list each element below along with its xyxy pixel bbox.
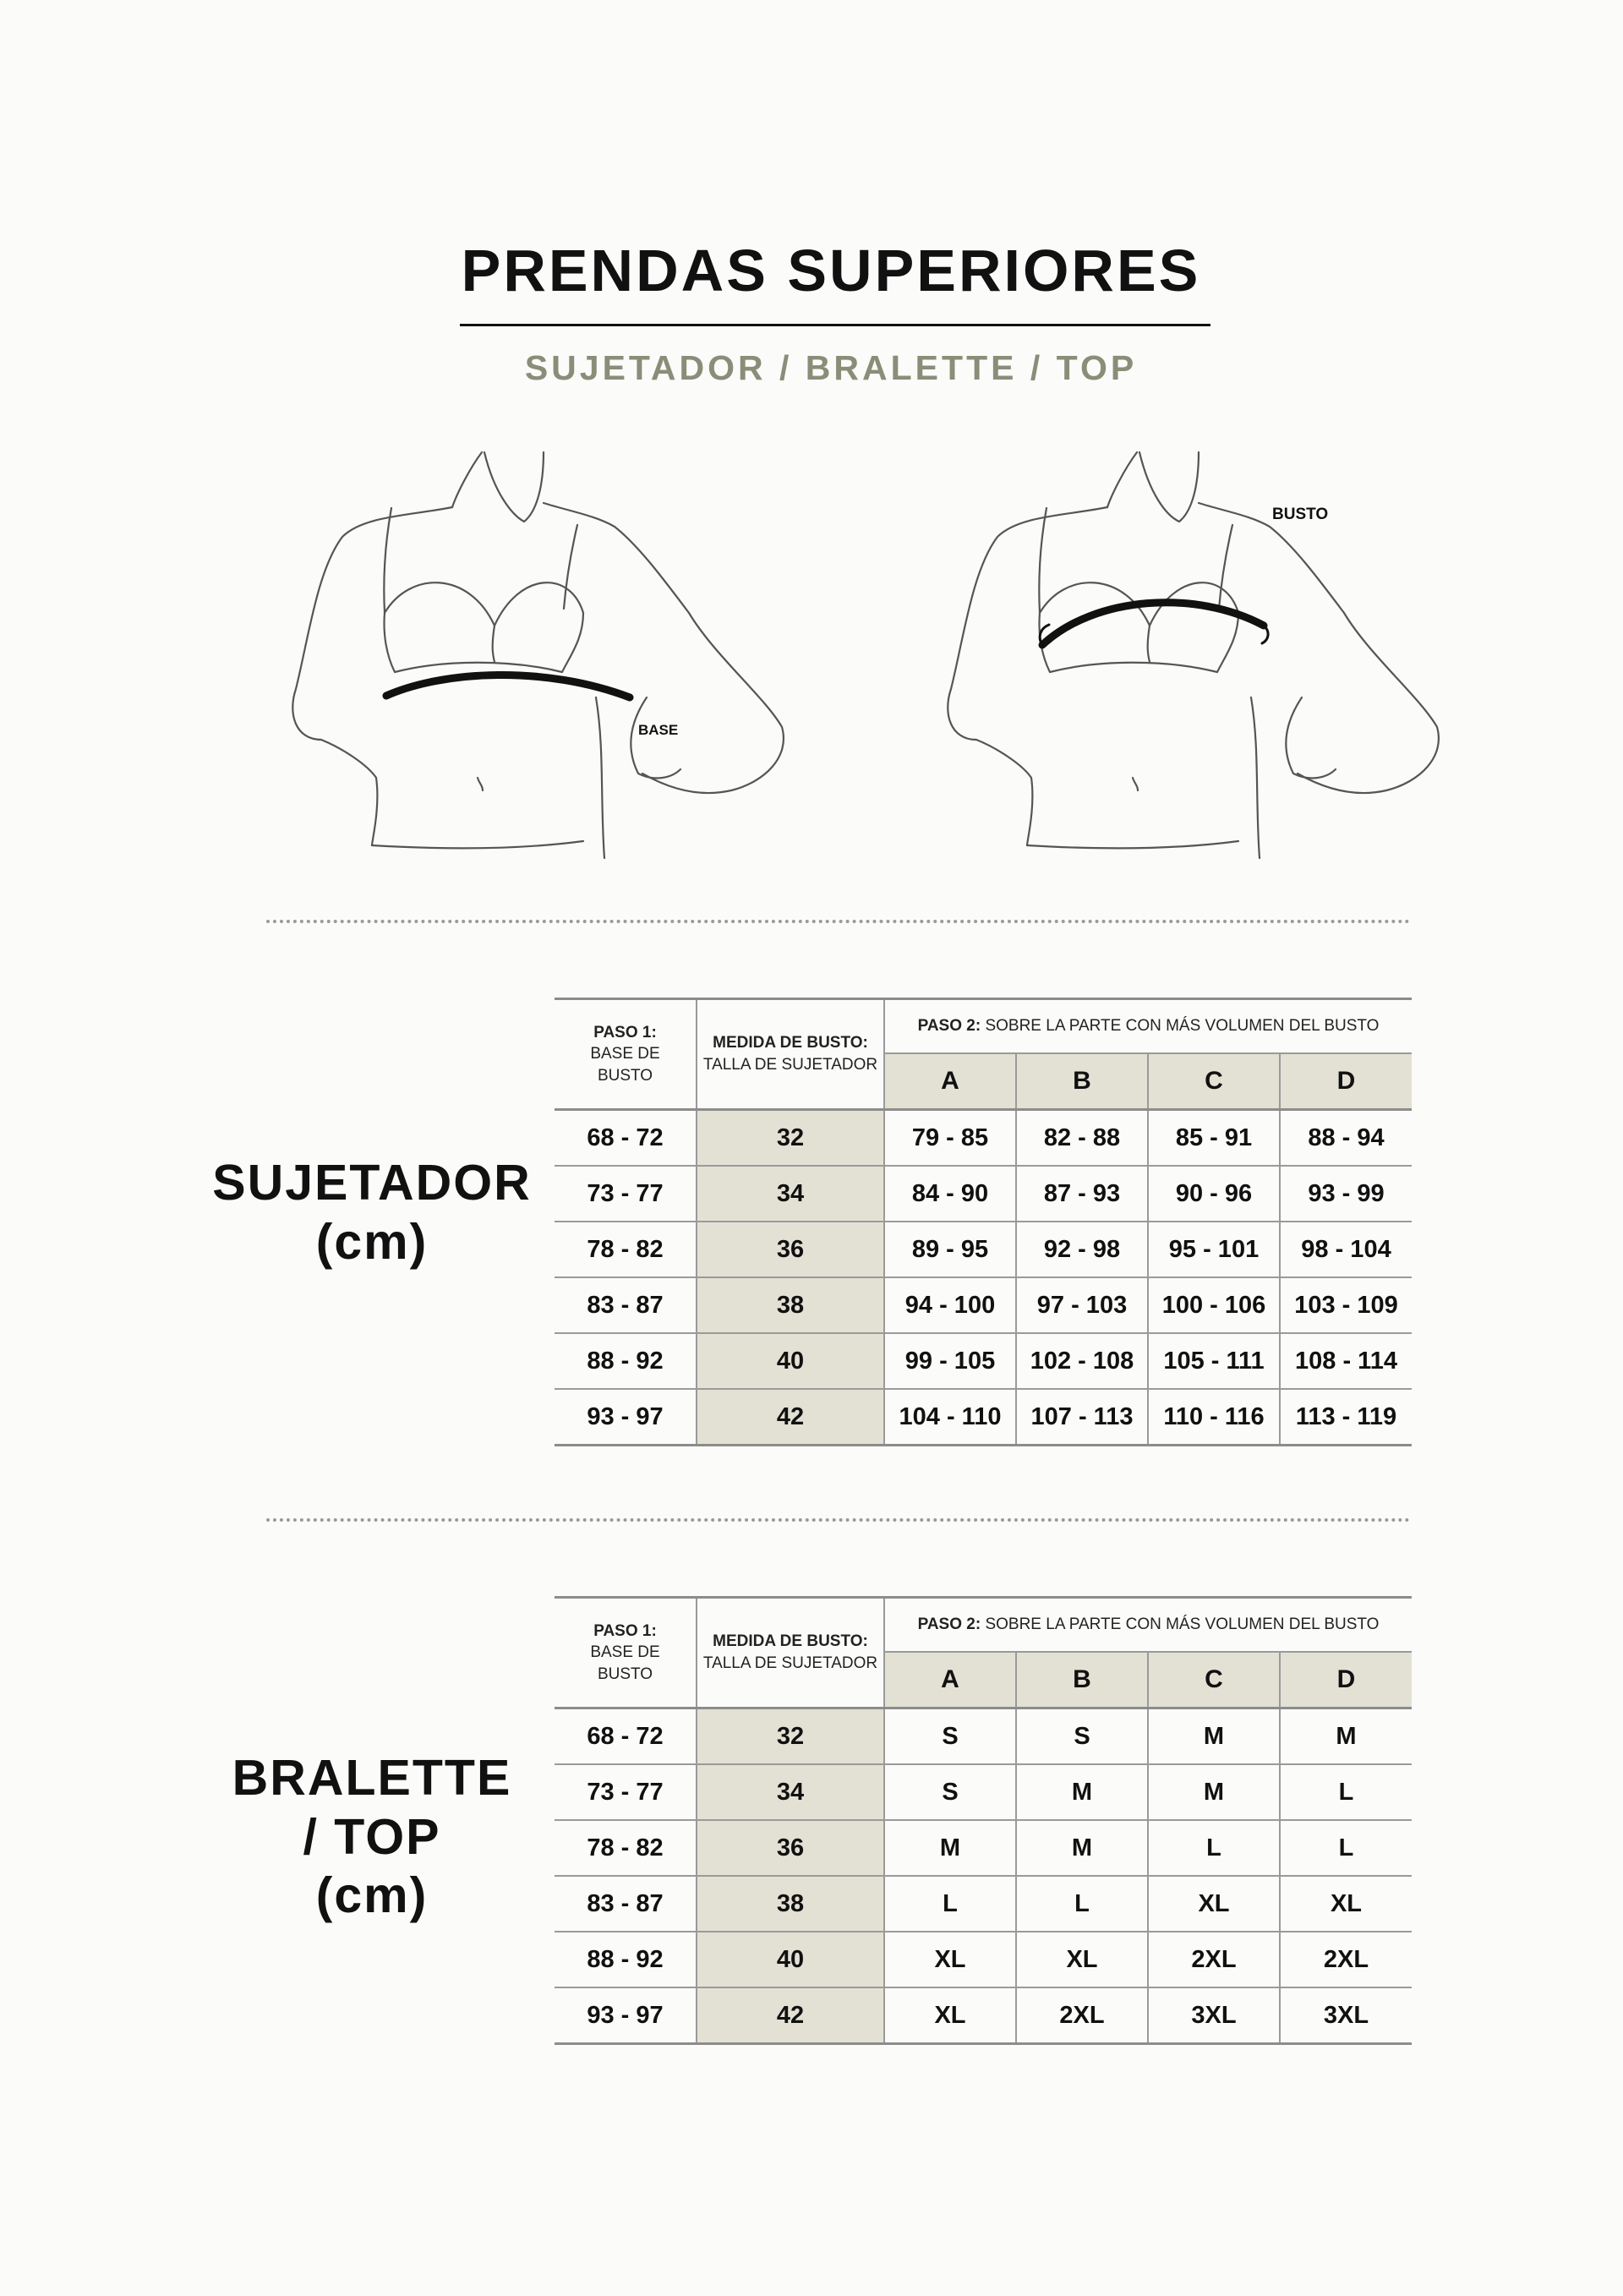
- medida-text: TALLA DE SUJETADOR: [702, 1056, 878, 1074]
- dotted-divider: [266, 1518, 1410, 1522]
- cup-b-cell: 102 - 108: [1016, 1333, 1148, 1389]
- cup-c-cell: M: [1148, 1764, 1280, 1820]
- navel: [478, 778, 483, 790]
- cup-d-cell: 108 - 114: [1280, 1333, 1412, 1389]
- cup-a-cell: L: [884, 1876, 1016, 1932]
- cup-b-cell: 97 - 103: [1016, 1277, 1148, 1333]
- cup-b-cell: 82 - 88: [1016, 1110, 1148, 1167]
- base-cell: 73 - 77: [555, 1764, 697, 1820]
- paso2-text: SOBRE LA PARTE CON MÁS VOLUMEN DEL BUSTO: [985, 1017, 1380, 1035]
- bralette-size-table: [555, 1596, 1412, 2045]
- bra-left-strap: [1039, 508, 1046, 613]
- navel: [1133, 778, 1138, 790]
- cup-b-cell: 2XL: [1016, 1987, 1148, 2044]
- cup-b-header: B: [1016, 1053, 1148, 1110]
- table-row: [555, 1222, 1412, 1277]
- cup-a-cell: 89 - 95: [884, 1222, 1016, 1277]
- right-shoulder-arm: [1199, 503, 1439, 793]
- cup-a-cell: 94 - 100: [884, 1277, 1016, 1333]
- table-row: [555, 1932, 1412, 1987]
- bralette-title-unit: (cm): [315, 1867, 429, 1924]
- paso1-label: PASO 1:: [593, 1023, 657, 1041]
- cup-c-cell: L: [1148, 1820, 1280, 1876]
- base-cell: 88 - 92: [555, 1333, 697, 1389]
- cup-a-header: A: [884, 1053, 1016, 1110]
- waist-line: [372, 841, 583, 848]
- cup-a-cell: XL: [884, 1932, 1016, 1987]
- right-torso: [1251, 697, 1260, 858]
- bust-tape: [1042, 603, 1264, 645]
- paso2-header: [884, 1598, 1412, 1653]
- cup-b-cell: 92 - 98: [1016, 1222, 1148, 1277]
- table-row: [555, 1389, 1412, 1446]
- base-cell: 88 - 92: [555, 1932, 697, 1987]
- base-cell: 93 - 97: [555, 1987, 697, 2044]
- sujetador-title-line: SUJETADOR: [212, 1155, 532, 1211]
- page-title: PRENDAS SUPERIORES: [461, 238, 1201, 303]
- cup-d-cell: 103 - 109: [1280, 1277, 1412, 1333]
- dotted-divider: [266, 920, 1410, 923]
- bralette-title-top: / TOP: [303, 1808, 441, 1865]
- size-cell: 32: [697, 1708, 884, 1765]
- bralette-title-line: BRALETTE: [232, 1750, 512, 1806]
- size-cell: 34: [697, 1764, 884, 1820]
- table-row: [555, 1166, 1412, 1222]
- paso2-header: [884, 999, 1412, 1054]
- cup-b-cell: S: [1016, 1708, 1148, 1765]
- medida-text: TALLA DE SUJETADOR: [702, 1654, 878, 1672]
- left-hand: [1286, 697, 1336, 778]
- size-cell: 36: [697, 1820, 884, 1876]
- base-cell: 93 - 97: [555, 1389, 697, 1446]
- paso1-header: [555, 1598, 697, 1708]
- size-cell: 42: [697, 1987, 884, 2044]
- cup-d-cell: M: [1280, 1708, 1412, 1765]
- base-cell: 68 - 72: [555, 1110, 697, 1167]
- medida-label: MEDIDA DE BUSTO:: [713, 1034, 868, 1052]
- cup-d-cell: XL: [1280, 1876, 1412, 1932]
- cup-c-cell: 95 - 101: [1148, 1222, 1280, 1277]
- base-cell: 78 - 82: [555, 1820, 697, 1876]
- bralette-section-title: [194, 1749, 549, 1926]
- base-tape: [386, 675, 630, 697]
- bust-measurement-illustration: [943, 444, 1534, 875]
- cup-c-cell: M: [1148, 1708, 1280, 1765]
- cup-a-cell: 84 - 90: [884, 1166, 1016, 1222]
- size-cell: 40: [697, 1333, 884, 1389]
- table-row: [555, 1764, 1412, 1820]
- cup-c-cell: 90 - 96: [1148, 1166, 1280, 1222]
- cup-c-header: C: [1148, 1053, 1280, 1110]
- left-shoulder-arm: [292, 507, 452, 740]
- cup-b-cell: M: [1016, 1764, 1148, 1820]
- cup-c-cell: 110 - 116: [1148, 1389, 1280, 1446]
- size-cell: 32: [697, 1110, 884, 1167]
- cup-a-cell: S: [884, 1708, 1016, 1765]
- size-cell: 34: [697, 1166, 884, 1222]
- cup-b-cell: M: [1016, 1820, 1148, 1876]
- table-row: [555, 1820, 1412, 1876]
- paso2-label: PASO 2:: [917, 1017, 981, 1035]
- cup-a-header: A: [884, 1652, 1016, 1708]
- bust-tape-ends: [1040, 625, 1268, 645]
- table-row: [555, 1333, 1412, 1389]
- size-cell: 40: [697, 1932, 884, 1987]
- medida-header: [697, 1598, 884, 1708]
- page-subtitle: SUJETADOR / BRALETTE / TOP: [524, 348, 1138, 387]
- paso1-label: PASO 1:: [593, 1621, 657, 1640]
- left-torso: [321, 740, 377, 845]
- cup-b-header: B: [1016, 1652, 1148, 1708]
- paso1-text: BASE DE BUSTO: [590, 1045, 660, 1085]
- cup-d-cell: 88 - 94: [1280, 1110, 1412, 1167]
- size-cell: 38: [697, 1277, 884, 1333]
- size-cell: 36: [697, 1222, 884, 1277]
- cup-a-cell: M: [884, 1820, 1016, 1876]
- cup-b-cell: XL: [1016, 1932, 1148, 1987]
- medida-label: MEDIDA DE BUSTO:: [713, 1632, 868, 1651]
- table-row: [555, 1110, 1412, 1167]
- sujetador-title-unit: (cm): [315, 1213, 429, 1270]
- bra-center: [1148, 626, 1150, 662]
- paso2-label: PASO 2:: [917, 1615, 981, 1633]
- sujetador-section-title: [194, 1154, 549, 1271]
- cup-b-cell: 87 - 93: [1016, 1166, 1148, 1222]
- base-label: BASE: [638, 722, 679, 738]
- base-cell: 78 - 82: [555, 1222, 697, 1277]
- cup-a-cell: 104 - 110: [884, 1389, 1016, 1446]
- size-cell: 38: [697, 1876, 884, 1932]
- table-row: [555, 1987, 1412, 2044]
- cup-c-cell: 2XL: [1148, 1932, 1280, 1987]
- right-torso: [596, 697, 604, 858]
- sujetador-size-table: [555, 998, 1412, 1446]
- size-cell: 42: [697, 1389, 884, 1446]
- cup-d-cell: 98 - 104: [1280, 1222, 1412, 1277]
- table-row: [555, 1277, 1412, 1333]
- cup-b-cell: L: [1016, 1876, 1148, 1932]
- cup-d-cell: 113 - 119: [1280, 1389, 1412, 1446]
- cup-d-cell: 93 - 99: [1280, 1166, 1412, 1222]
- cup-d-header: D: [1280, 1652, 1412, 1708]
- cup-d-cell: L: [1280, 1764, 1412, 1820]
- paso2-text: SOBRE LA PARTE CON MÁS VOLUMEN DEL BUSTO: [985, 1615, 1380, 1633]
- cup-c-header: C: [1148, 1652, 1280, 1708]
- paso1-text: BASE DE BUSTO: [590, 1643, 660, 1683]
- paso1-header: [555, 999, 697, 1110]
- left-shoulder-arm: [948, 507, 1107, 740]
- table-row: [555, 1876, 1412, 1932]
- bra-cups: [385, 582, 584, 672]
- cup-d-cell: 3XL: [1280, 1987, 1412, 2044]
- table-row: [555, 1708, 1412, 1765]
- cup-a-cell: 79 - 85: [884, 1110, 1016, 1167]
- cup-d-header: D: [1280, 1053, 1412, 1110]
- cup-c-cell: 85 - 91: [1148, 1110, 1280, 1167]
- bra-left-strap: [384, 508, 391, 613]
- title-underline: [460, 324, 1210, 326]
- base-measurement-illustration: [292, 444, 883, 875]
- cup-c-cell: 3XL: [1148, 1987, 1280, 2044]
- base-cell: 83 - 87: [555, 1277, 697, 1333]
- base-cell: 68 - 72: [555, 1708, 697, 1765]
- waist-line: [1027, 841, 1238, 848]
- cup-c-cell: 105 - 111: [1148, 1333, 1280, 1389]
- cup-c-cell: 100 - 106: [1148, 1277, 1280, 1333]
- cup-d-cell: L: [1280, 1820, 1412, 1876]
- bust-label: BUSTO: [1272, 506, 1329, 523]
- bra-center: [493, 626, 495, 662]
- cup-a-cell: 99 - 105: [884, 1333, 1016, 1389]
- base-cell: 73 - 77: [555, 1166, 697, 1222]
- neck-outline: [452, 452, 544, 522]
- cup-b-cell: 107 - 113: [1016, 1389, 1148, 1446]
- right-shoulder-arm: [544, 503, 784, 793]
- cup-a-cell: XL: [884, 1987, 1016, 2044]
- cup-a-cell: S: [884, 1764, 1016, 1820]
- left-torso: [976, 740, 1032, 845]
- medida-header: [697, 999, 884, 1110]
- cup-d-cell: 2XL: [1280, 1932, 1412, 1987]
- cup-c-cell: XL: [1148, 1876, 1280, 1932]
- base-cell: 83 - 87: [555, 1876, 697, 1932]
- neck-outline: [1107, 452, 1199, 522]
